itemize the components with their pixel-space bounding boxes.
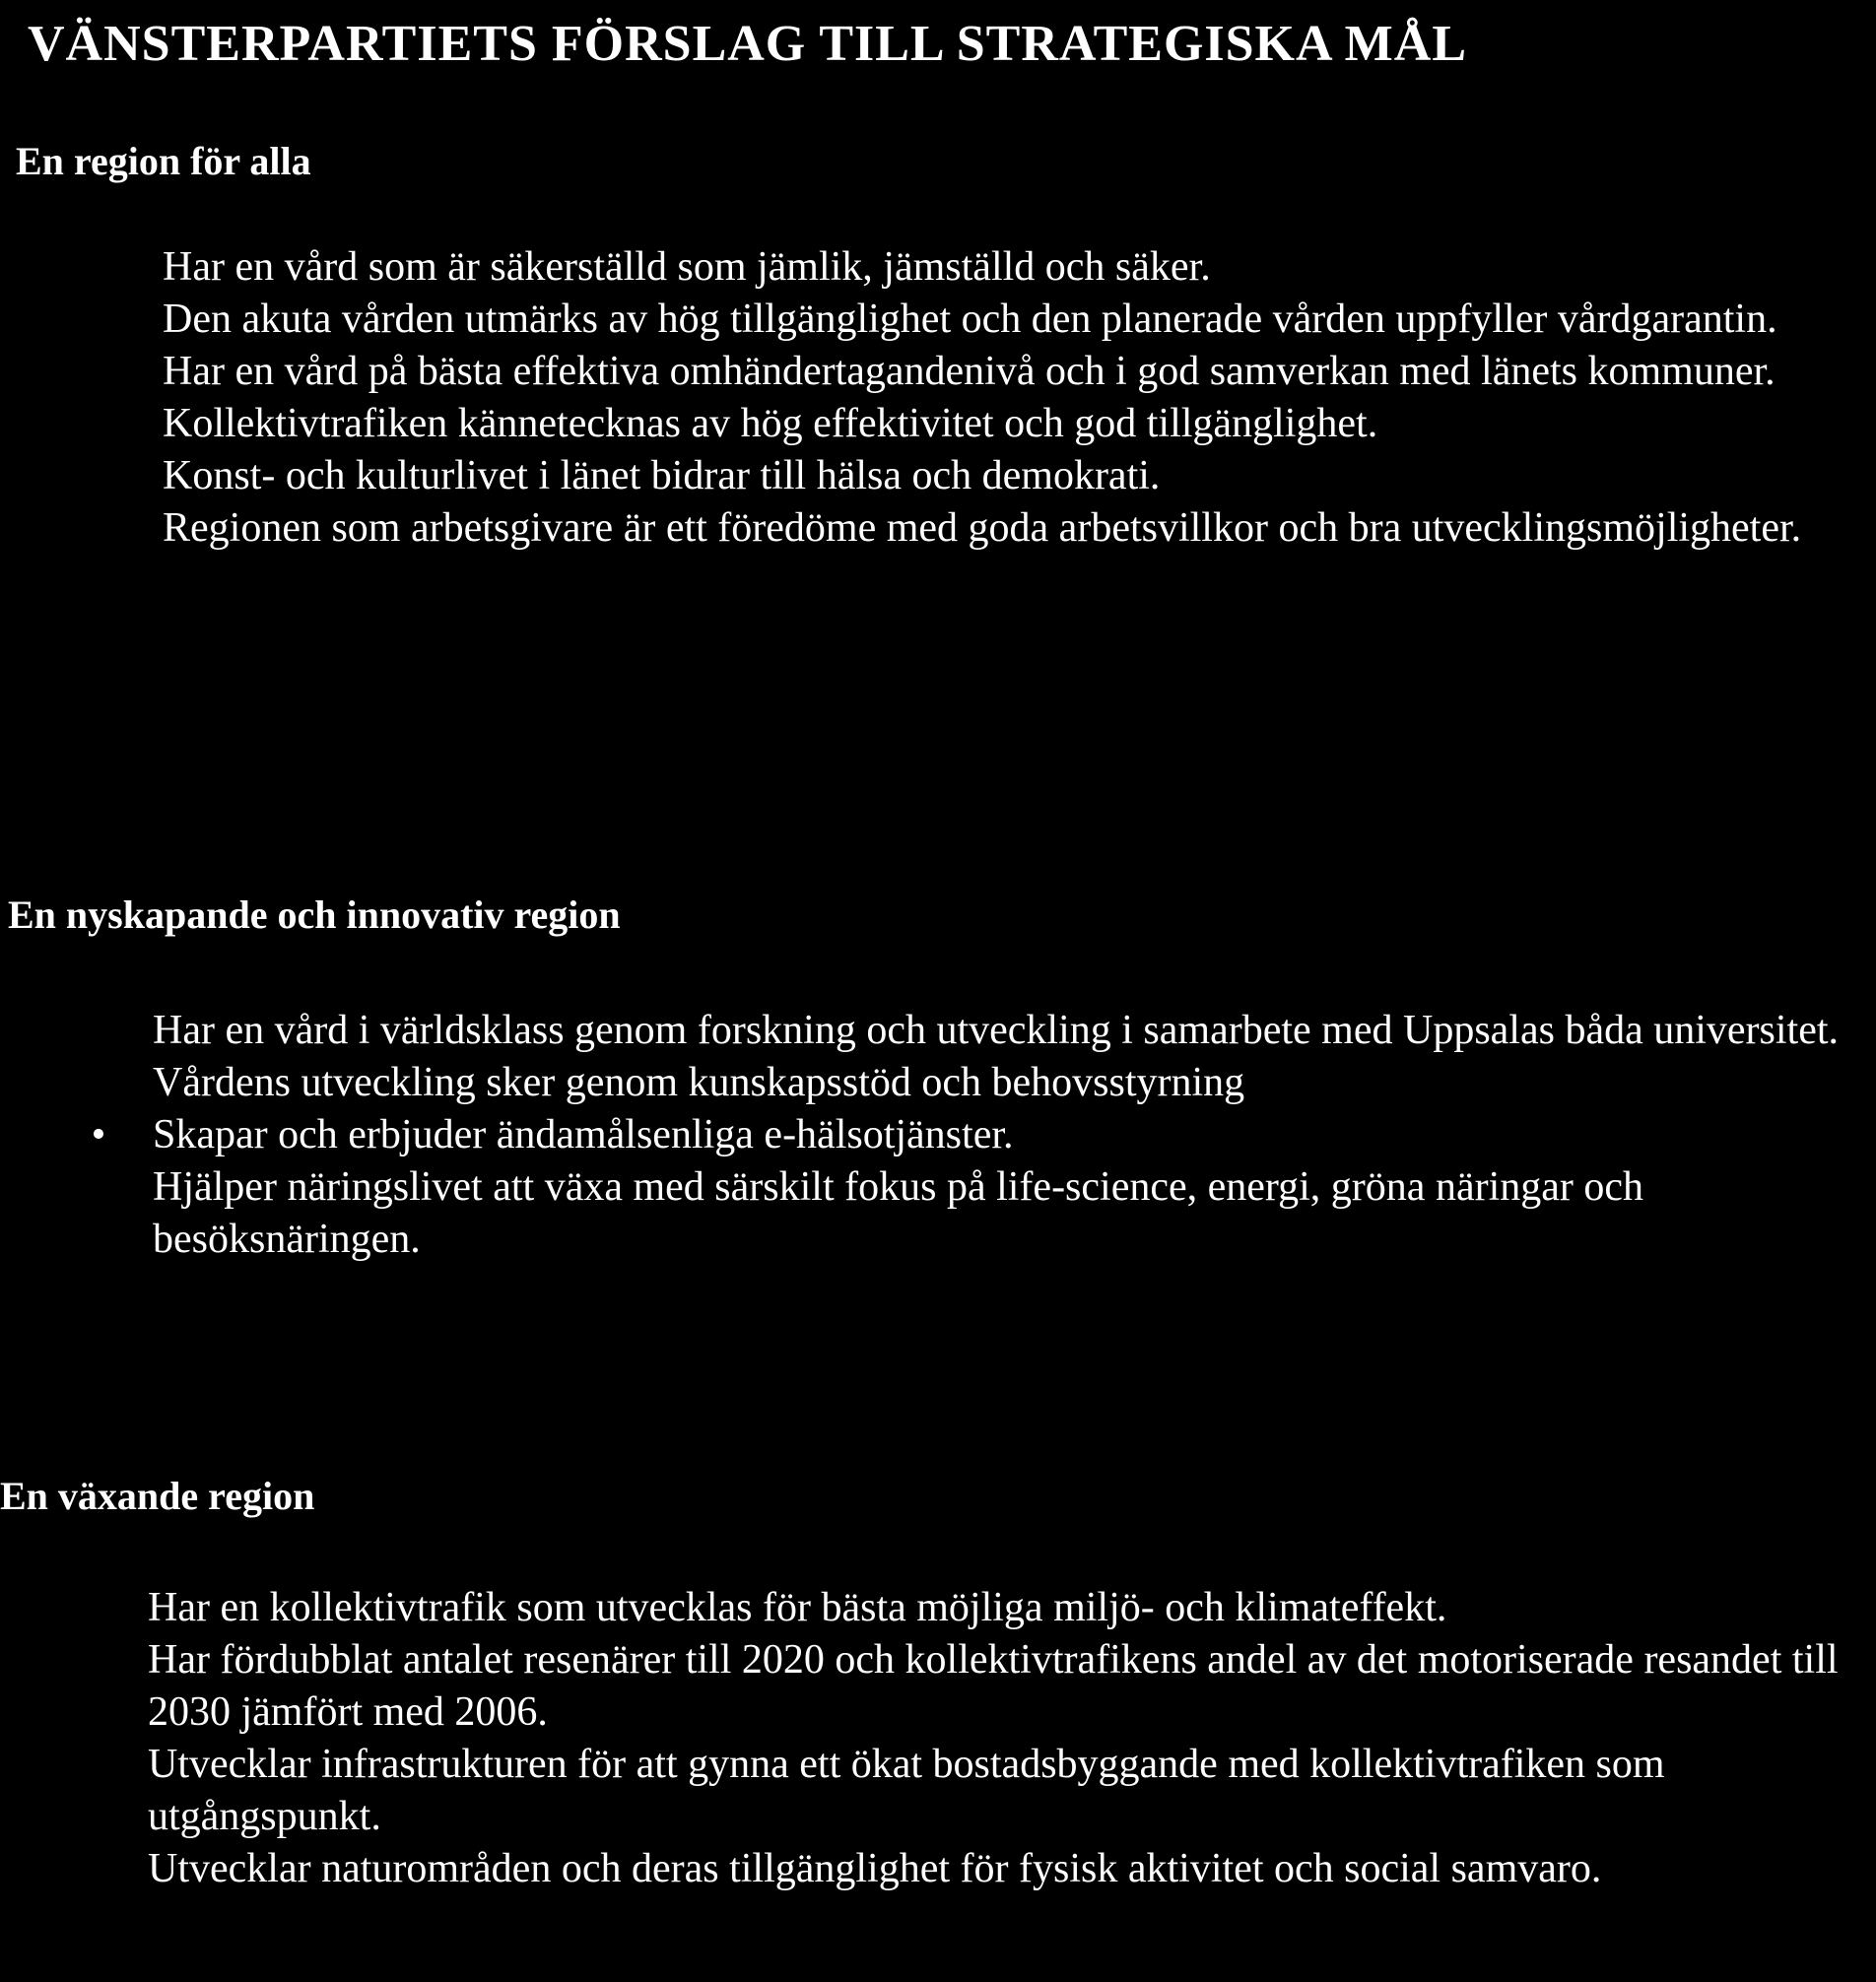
goal-item xyxy=(163,450,1867,502)
goal-item xyxy=(148,1739,1867,1843)
goal-text: Vårdens utveckling sker genom kunskapsstöd och behovsstyrning xyxy=(153,1060,1245,1105)
goal-item xyxy=(148,1582,1867,1634)
goal-list-nyskapande-region xyxy=(91,1005,1867,1266)
section-heading-vaxande-region: En växande region xyxy=(0,1474,315,1518)
document-title: VÄNSTERPARTIETS FÖRSLAG TILL STRATEGISKA MÅL xyxy=(28,16,1467,72)
goal-text: Utvecklar naturområden och deras tillgänglighet för fysisk aktivitet och social samvaro. xyxy=(148,1846,1602,1891)
goal-list-region-for-alla xyxy=(163,241,1867,555)
section-heading-nyskapande-region: En nyskapande och innovativ region xyxy=(8,892,621,937)
goal-text: Den akuta vården utmärks av hög tillgänglighet och den planerade vården uppfyller vårdgarantin. xyxy=(163,297,1777,342)
goal-text: Har fördubblat antalet resenärer till 2020 och kollektivtrafikens andel av det motoriserade resandet till 2030 jämfört med 2006. xyxy=(148,1637,1839,1735)
goal-item xyxy=(163,346,1867,398)
goal-item xyxy=(153,1005,1867,1057)
goal-text: Kollektivtrafiken kännetecknas av hög effektivitet och god tillgänglighet. xyxy=(163,401,1378,446)
goal-item xyxy=(148,1634,1867,1739)
goal-item xyxy=(148,1843,1867,1895)
goal-text: Har en vård i världsklass genom forskning och utveckling i samarbete med Uppsalas båda universitet. xyxy=(153,1008,1840,1053)
goal-text: Har en kollektivtrafik som utvecklas för bästa möjliga miljö- och klimateffekt. xyxy=(148,1585,1447,1630)
goal-item xyxy=(153,1161,1867,1266)
goal-item xyxy=(163,502,1867,555)
bullet-marker: • xyxy=(91,1112,106,1157)
goal-text: Konst- och kulturlivet i länet bidrar till hälsa och demokrati. xyxy=(163,453,1161,498)
goal-text: Hjälper näringslivet att växa med särskilt fokus på life-science, energi, gröna näringar och besöksnäringen. xyxy=(153,1164,1644,1262)
goal-text: Regionen som arbetsgivare är ett föredöme med goda arbetsvillkor och bra utvecklingsmöjligheter. xyxy=(163,505,1802,551)
goal-item xyxy=(163,241,1867,294)
goal-text: Utvecklar infrastrukturen för att gynna ett ökat bostadsbyggande med kollektivtrafiken som utgångspunkt. xyxy=(148,1742,1665,1839)
section-heading-region-for-alla: En region för alla xyxy=(16,139,311,183)
goal-text: Skapar och erbjuder ändamålsenliga e-hälsotjänster. xyxy=(153,1112,1014,1157)
goal-list-vaxande-region xyxy=(148,1582,1867,1895)
goal-text: Har en vård på bästa effektiva omhändertagandenivå och i god samverkan med länets kommuner. xyxy=(163,349,1776,394)
goal-item xyxy=(163,294,1867,346)
goal-text: Har en vård som är säkerställd som jämlik, jämställd och säker. xyxy=(163,244,1211,290)
goal-item xyxy=(153,1057,1867,1109)
goal-item xyxy=(91,1109,1867,1161)
goal-item xyxy=(163,398,1867,450)
